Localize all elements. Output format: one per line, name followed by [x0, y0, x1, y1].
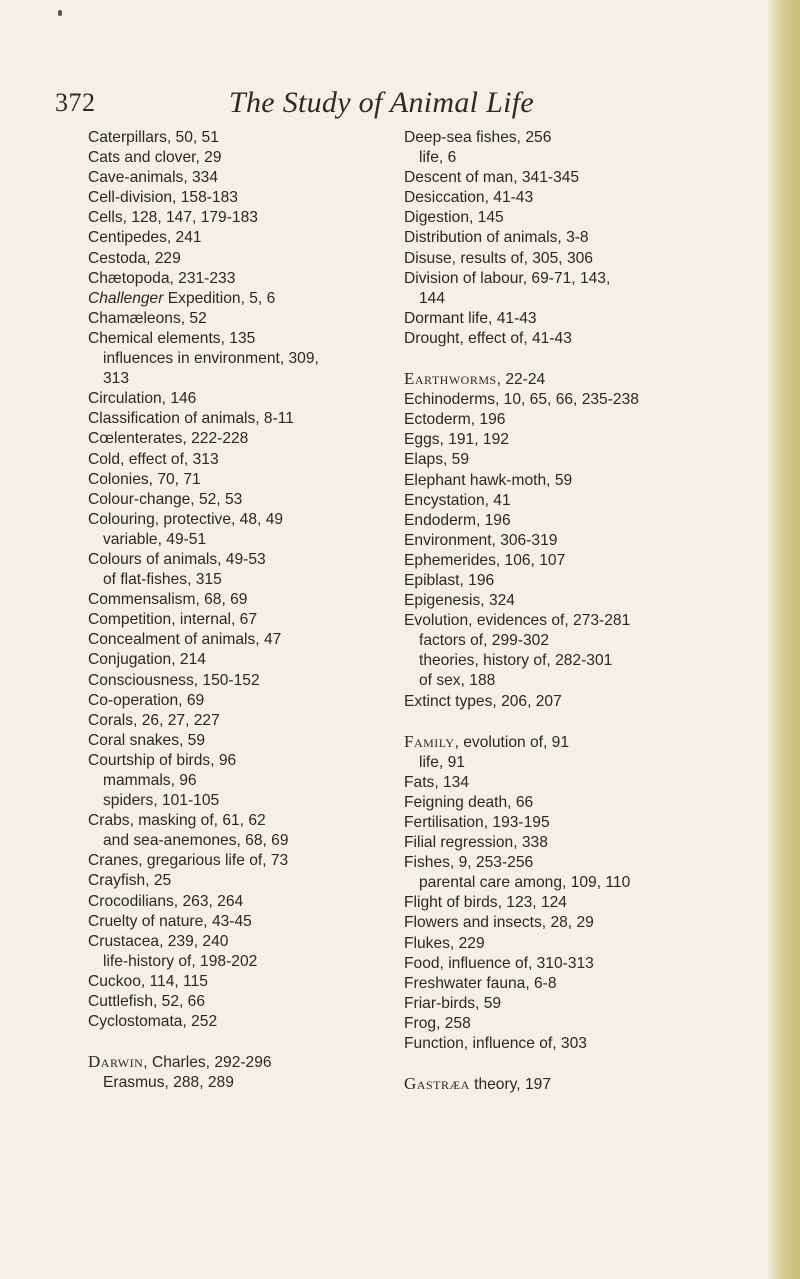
index-subentry: factors of, 299-302: [419, 632, 550, 650]
index-entry: Digestion, 145: [404, 209, 504, 227]
index-entry: Cœlenterates, 222-228: [88, 430, 249, 448]
index-entry: Food, influence of, 310-313: [404, 954, 594, 972]
index-entry: Flight of birds, 123, 124: [404, 894, 567, 912]
index-entry: Dormant life, 41-43: [404, 309, 537, 327]
index-subentry: life, 6: [419, 149, 457, 167]
index-entry: Descent of man, 341-345: [404, 169, 580, 187]
index-entry: Cyclostomata, 252: [88, 1013, 218, 1031]
index-entry: Corals, 26, 27, 227: [88, 711, 220, 729]
index-entry: Circulation, 146: [88, 390, 197, 408]
index-entry: Evolution, evidences of, 273-281: [404, 612, 631, 630]
index-entry: Cells, 128, 147, 179-183: [88, 209, 258, 227]
index-entry: Cell-division, 158-183: [88, 189, 238, 207]
index-entry: Crabs, masking of, 61, 62: [88, 812, 266, 830]
index-entry: Fishes, 9, 253-256: [404, 854, 534, 872]
index-entry: Competition, internal, 67: [88, 611, 258, 629]
index-entry: [404, 1074, 774, 1095]
page-number: 372: [55, 88, 96, 117]
index-entry: Ectoderm, 196: [404, 411, 506, 429]
index-subentry: of sex, 188: [419, 672, 496, 690]
index-entry: Function, influence of, 303: [404, 1035, 587, 1053]
index-entry: Friar-birds, 59: [404, 994, 502, 1012]
index-entry: Extinct types, 206, 207: [404, 692, 562, 710]
index-entry: Flowers and insects, 28, 29: [404, 914, 594, 932]
section-head-term: Darwin: [88, 1052, 144, 1072]
entry-pages: , evolution of, 91: [454, 733, 570, 751]
section-gap: [404, 1054, 774, 1074]
index-entry: Fats, 134: [404, 773, 470, 791]
index-entry: Crayfish, 25: [88, 872, 172, 890]
index-continuation: 144: [419, 289, 446, 307]
index-entry: Cave-animals, 334: [88, 169, 219, 187]
index-entry: Cruelty of nature, 43-45: [88, 912, 252, 930]
index-entry: Co-operation, 69: [88, 691, 205, 709]
running-title: The Study of Animal Life: [229, 86, 534, 119]
index-entry: Chætopoda, 231-233: [88, 269, 236, 287]
index-entry: Chemical elements, 135: [88, 329, 256, 347]
index-entry: [88, 1052, 388, 1073]
index-entry: Cats and clover, 29: [88, 149, 222, 167]
section-head-term: Family: [404, 731, 455, 751]
section-gap: [88, 1032, 388, 1052]
index-entry: Crustacea, 239, 240: [88, 932, 229, 950]
index-entry: Centipedes, 241: [88, 229, 202, 247]
index-subentry: theories, history of, 282-301: [419, 652, 613, 670]
index-entry: [88, 289, 388, 309]
entry-pages: Expedition, 5, 6: [163, 289, 276, 307]
index-subentry: of flat-fishes, 315: [103, 571, 222, 589]
index-entry: Colours of animals, 49-53: [88, 550, 266, 568]
section-head-term: Gastræa: [404, 1074, 470, 1094]
index-subentry: and sea-anemones, 68, 69: [103, 832, 289, 850]
index-subentry: spiders, 101-105: [103, 792, 220, 810]
index-entry: Consciousness, 150-152: [88, 671, 260, 689]
index-entry: Cestoda, 229: [88, 249, 181, 267]
index-entry: Ephemerides, 106, 107: [404, 551, 566, 569]
index-entry: Distribution of animals, 3-8: [404, 229, 589, 247]
index-entry: Cranes, gregarious life of, 73: [88, 852, 289, 870]
index-entry: Chamæleons, 52: [88, 309, 207, 327]
index-subentry: life-history of, 198-202: [103, 952, 258, 970]
index-entry: Classification of animals, 8-11: [88, 410, 294, 428]
index-entry: [404, 732, 774, 753]
index-entry: Coral snakes, 59: [88, 731, 206, 749]
index-subentry: Erasmus, 288, 289: [103, 1074, 234, 1092]
index-entry: Environment, 306-319: [404, 531, 558, 549]
index-entry: Colour-change, 52, 53: [88, 490, 243, 508]
page-header: [55, 80, 695, 120]
index-entry: Disuse, results of, 305, 306: [404, 249, 593, 267]
index-entry: Eggs, 191, 192: [404, 431, 509, 449]
ink-speck: [58, 10, 62, 16]
index-entry: Cold, effect of, 313: [88, 450, 219, 468]
index-entry: Encystation, 41: [404, 491, 511, 509]
index-entry: Filial regression, 338: [404, 834, 548, 852]
index-entry: Deep-sea fishes, 256: [404, 129, 552, 146]
index-entry: Colonies, 70, 71: [88, 470, 201, 488]
index-subentry: parental care among, 109, 110: [419, 874, 631, 892]
index-subentry: mammals, 96: [103, 772, 197, 789]
index-entry: Epiblast, 196: [404, 571, 495, 589]
index-entry: Fertilisation, 193-195: [404, 814, 550, 831]
index-subentry: variable, 49-51: [103, 530, 207, 548]
entry-pages: theory, 197: [469, 1076, 551, 1094]
index-entry: Desiccation, 41-43: [404, 189, 534, 207]
index-entry: Echinoderms, 10, 65, 66, 235-238: [404, 391, 639, 409]
entry-pages: , Charles, 292-296: [143, 1054, 272, 1072]
index-entry: Courtship of birds, 96: [88, 751, 237, 769]
section-gap: [404, 349, 774, 369]
index-entry: Crocodilians, 263, 264: [88, 892, 244, 910]
index-entry: Drought, effect of, 41-43: [404, 329, 572, 347]
italic-term: Challenger: [88, 289, 164, 307]
index-subentry: influences in environment, 309,: [103, 350, 319, 368]
index-entry: Frog, 258: [404, 1014, 471, 1032]
index-continuation: 313: [103, 370, 130, 388]
index-entry: Caterpillars, 50, 51: [88, 129, 219, 146]
entry-pages: , 22-24: [496, 371, 546, 389]
index-entry: Flukes, 229: [404, 934, 485, 952]
index-entry: Commensalism, 68, 69: [88, 591, 248, 609]
index-entry: Conjugation, 214: [88, 651, 206, 669]
index-column-left: [88, 128, 388, 1093]
section-head-term: Earthworms: [404, 369, 497, 389]
index-entry: Freshwater fauna, 6-8: [404, 974, 557, 992]
index-entry: Endoderm, 196: [404, 511, 511, 529]
index-entry: Concealment of animals, 47: [88, 631, 282, 649]
section-gap: [404, 712, 774, 732]
index-entry: Cuckoo, 114, 115: [88, 972, 208, 990]
index-entry: Division of labour, 69-71, 143,: [404, 269, 611, 287]
index-entry: Feigning death, 66: [404, 793, 534, 811]
index-entry: Elephant hawk-moth, 59: [404, 471, 573, 489]
index-entry: Epigenesis, 324: [404, 592, 515, 610]
index-entry: [404, 369, 774, 390]
index-entry: Colouring, protective, 48, 49: [88, 510, 284, 528]
index-subentry: life, 91: [419, 753, 465, 771]
index-entry: Elaps, 59: [404, 451, 470, 469]
index-entry: Cuttlefish, 52, 66: [88, 993, 206, 1011]
index-column-right: [404, 128, 774, 1095]
